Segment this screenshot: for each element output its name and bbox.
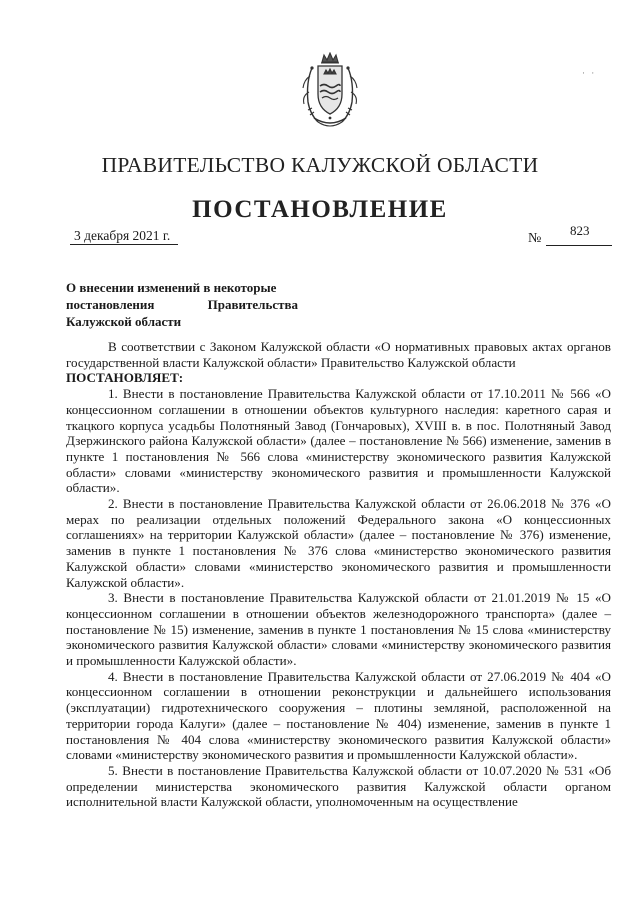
decree-item-4: 4. Внести в постановление Правительства Калужской области от 27.06.2019 № 404 «О концессионном соглашении в отношении реконструкции и дальнейшего использования (эксплуатации) гидротехнического сооружения – плотины земляной, расположенной на территории города Калуги» (далее – постановление № 404) изменение, заменив в пункте 1 постановления № 404 слова «министерству экономического развития Калужской области» словами «министерству экономического развития и промышленности Калужской области». — [66, 668, 611, 763]
number-sign: № — [528, 231, 542, 246]
subject-line: О внесении изменений в некоторые — [66, 280, 277, 295]
decree-item-1: 1. Внести в постановление Правительства Калужской области от 17.10.2011 № 566 «О концессионном соглашении в отношении объектов культурного наследия: каретного сарая и ткацкого корпуса усадьбы Полотняный Завод (Гончаровых), XVIII в. в пос. Полотняный Завод Дзержинского района Калужской области» (далее – постановление № 566) изменение, заменив в пункте 1 постановления № 566 слова «министерству экономического развития Калужской области» словами «министерству экономического развития и промышленности Калужской области». — [66, 386, 611, 496]
document-number-field — [528, 223, 613, 245]
government-title: ПРАВИТЕЛЬСТВО КАЛУЖСКОЙ ОБЛАСТИ — [101, 153, 539, 177]
subject-line: постановления Правительства — [66, 297, 298, 312]
subject-line: Калужской области — [66, 314, 182, 329]
document-body — [66, 339, 611, 810]
scan-mark: · · — [582, 68, 597, 78]
document-number: 823 — [570, 223, 590, 238]
decree-word: ПОСТАНОВЛЯЕТ: — [66, 370, 184, 386]
document-date: 3 декабря 2021 г. — [70, 228, 178, 245]
decree-item-5: 5. Внести в постановление Правительства Калужской области от 10.07.2020 № 531 «Об определении министерства экономического развития Калужской области органом исполнительной власти Калужской области, уполномоченным на осуществление — [66, 762, 611, 810]
number-underline — [546, 245, 612, 246]
coat-of-arms-icon — [300, 52, 360, 130]
document-type-title: ПОСТАНОВЛЕНИЕ — [192, 196, 448, 223]
preamble-paragraph: В соответствии с Законом Калужской области «О нормативных правовых актах органов государственной власти Калужской области» Правительство Калужской области — [66, 339, 611, 370]
decree-item-2: 2. Внести в постановление Правительства Калужской области от 26.06.2018 № 376 «О мерах по реализации отдельных положений Федерального закона «О концессионных соглашениях» на территории Калужской области» (далее – постановление № 376) изменение, заменив в пункте 1 постановления № 376 слова «министерство экономического развития Калужской области» словами «министерство экономического развития и промышленности Калужской области». — [66, 496, 611, 590]
decree-item-3: 3. Внести в постановление Правительства Калужской области от 21.01.2019 № 15 «О концессионном соглашении в отношении объектов железнодорожного транспорта» (далее – постановление № 15) изменение, заменив в пункте 1 постановления № 15 слова «министерству экономического развития Калужской области» словами «министерству экономического развития и промышленности Калужской области». — [66, 590, 611, 669]
document-subject — [66, 279, 298, 330]
